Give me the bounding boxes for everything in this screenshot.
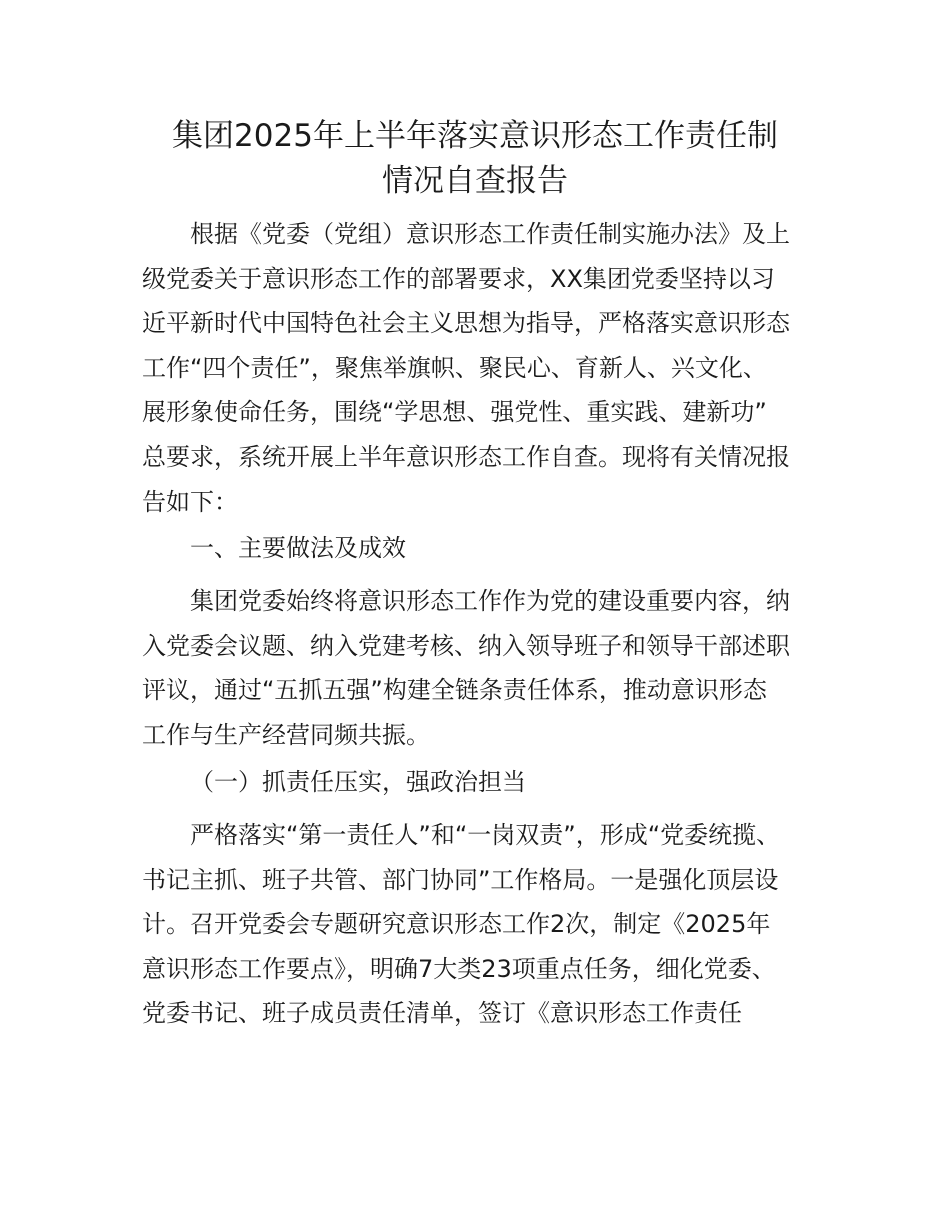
paragraph-line: 总要求，系统开展上半年意识形态工作自查。现将有关情况报 — [142, 442, 790, 471]
intro-paragraph — [142, 212, 822, 524]
paragraph-line: 评议，通过“五抓五强”构建全链条责任体系，推动意识形态 — [142, 676, 767, 705]
paragraph-line: 根据《党委（党组）意识形态工作责任制实施办法》及上 — [190, 220, 790, 248]
paragraph-line: 集团党委始终将意识形态工作作为党的建设重要内容，纳 — [190, 587, 790, 615]
section1-paragraph — [142, 579, 822, 757]
paragraph-line: 党委书记、班子成员责任清单，签订《意识形态工作责任 — [142, 999, 742, 1028]
subsection1-heading: （一）抓责任压实，强政治担当 — [190, 768, 526, 796]
paragraph-line: 计。召开党委会专题研究意识形态工作2次，制定《2025年 — [142, 910, 771, 939]
paragraph-line: 工作与生产经营同频共振。 — [142, 720, 430, 749]
paragraph-line: 入党委会议题、纳入党建考核、纳入领导班子和领导干部述职 — [142, 631, 790, 660]
section-heading — [142, 526, 822, 571]
subsection1-paragraph — [142, 813, 822, 1036]
paragraph-line: 级党委关于意识形态工作的部署要求，XX集团党委坚持以习 — [142, 264, 775, 293]
paragraph-line: 告如下： — [142, 487, 238, 516]
paragraph-line: 展形象使命任务，围绕“学思想、强党性、重实践、建新功” — [142, 398, 767, 427]
paragraph-line: 严格落实“第一责任人”和“一岗双责”，形成“党委统揽、 — [190, 821, 781, 849]
paragraph-line: 意识形态工作要点》，明确7大类23项重点任务，细化党委、 — [142, 954, 776, 983]
document-title-line-1: 集团2025年上半年落实意识形态工作责任制 — [172, 118, 778, 154]
document-title-line-2: 情况自查报告 — [382, 163, 568, 199]
subsection-heading — [142, 760, 822, 805]
paragraph-line: 书记主抓、班子共管、部门协同”工作格局。一是强化顶层设 — [142, 865, 779, 894]
paragraph-line: 近平新时代中国特色社会主义思想为指导，严格落实意识形态 — [142, 309, 790, 338]
paragraph-line: 工作“四个责任”，聚焦举旗帜、聚民心、育新人、兴文化、 — [142, 353, 767, 382]
section1-heading: 一、主要做法及成效 — [190, 534, 406, 562]
